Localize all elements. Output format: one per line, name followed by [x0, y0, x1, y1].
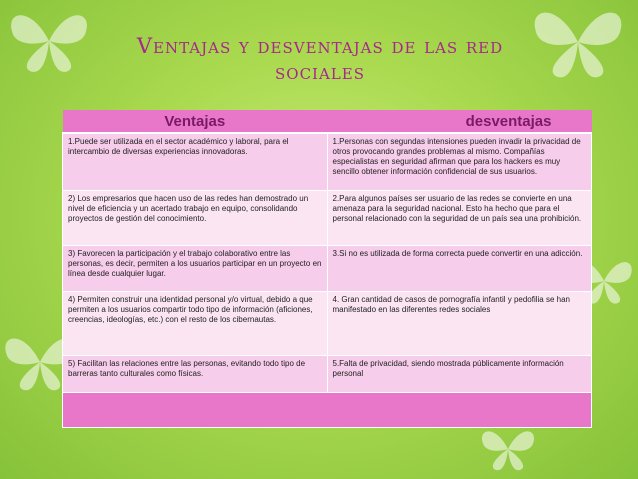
- desventaja-cell: 3.Si no es utilizada de forma correcta puede convertir en una adicción.: [327, 245, 592, 291]
- table-row: [63, 245, 592, 291]
- header-desventajas: desventajas: [327, 110, 592, 133]
- ventaja-cell: 5) Facilitan las relaciones entre las personas, evitando todo tipo de barreras tanto culturales como físicas.: [63, 355, 328, 392]
- desventaja-cell: 4. Gran cantidad de casos de pornografía infantil y pedofilia se han manifestado en las diferentes redes sociales: [327, 291, 592, 355]
- slide-title: Ventajas y desventajas de las red sociales: [136, 34, 504, 84]
- desventaja-cell: 2.Para algunos países ser usuario de las redes se convierte en una amenaza para la seguridad nacional. Esto ha hecho que para el personal relacionado con la seguridad de un país sea una prohibición.: [327, 190, 592, 245]
- table-row: [63, 355, 592, 392]
- ventaja-cell: 2) Los empresarios que hacen uso de las redes han demostrado un nivel de eficiencia y un acertado trabajo en equipo, consolidando proyectos de gestión del conocimiento.: [63, 190, 328, 245]
- comparison-table: [62, 110, 592, 428]
- header-ventajas: Ventajas: [63, 110, 328, 133]
- ventaja-cell: 1.Puede ser utilizada en el sector académico y laboral, para el intercambio de diversas experiencias innovadoras.: [63, 133, 328, 190]
- table-row: [63, 190, 592, 245]
- ventaja-cell: 3) Favorecen la participación y el trabajo colaborativo entre las personas, es decir, permiten a los usuarios participar en un proyecto en línea desde cualquier lugar.: [63, 245, 328, 291]
- table-row: [63, 291, 592, 355]
- ventaja-cell: 4) Permiten construir una identidad personal y/o virtual, debido a que permiten a los usuarios compartir todo tipo de información (aficiones, creencias, ideologías, etc.) con el resto de los cibernautas.: [63, 291, 328, 355]
- table-row: [63, 133, 592, 190]
- table-header-row: [63, 110, 592, 133]
- table-row: [63, 392, 592, 427]
- desventaja-cell: 5.Falta de privacidad, siendo mostrada públicamente información personal: [327, 355, 592, 392]
- empty-footer-cell: [63, 392, 592, 427]
- butterfly-icon: [478, 425, 538, 473]
- desventaja-cell: 1.Personas con segundas intensiones pueden invadir la privacidad de otros provocando grandes problemas al mismo. Compañías especialistas en seguridad afirman que para los hackers es muy sencillo obtener información confidencial de sus usuarios.: [327, 133, 592, 190]
